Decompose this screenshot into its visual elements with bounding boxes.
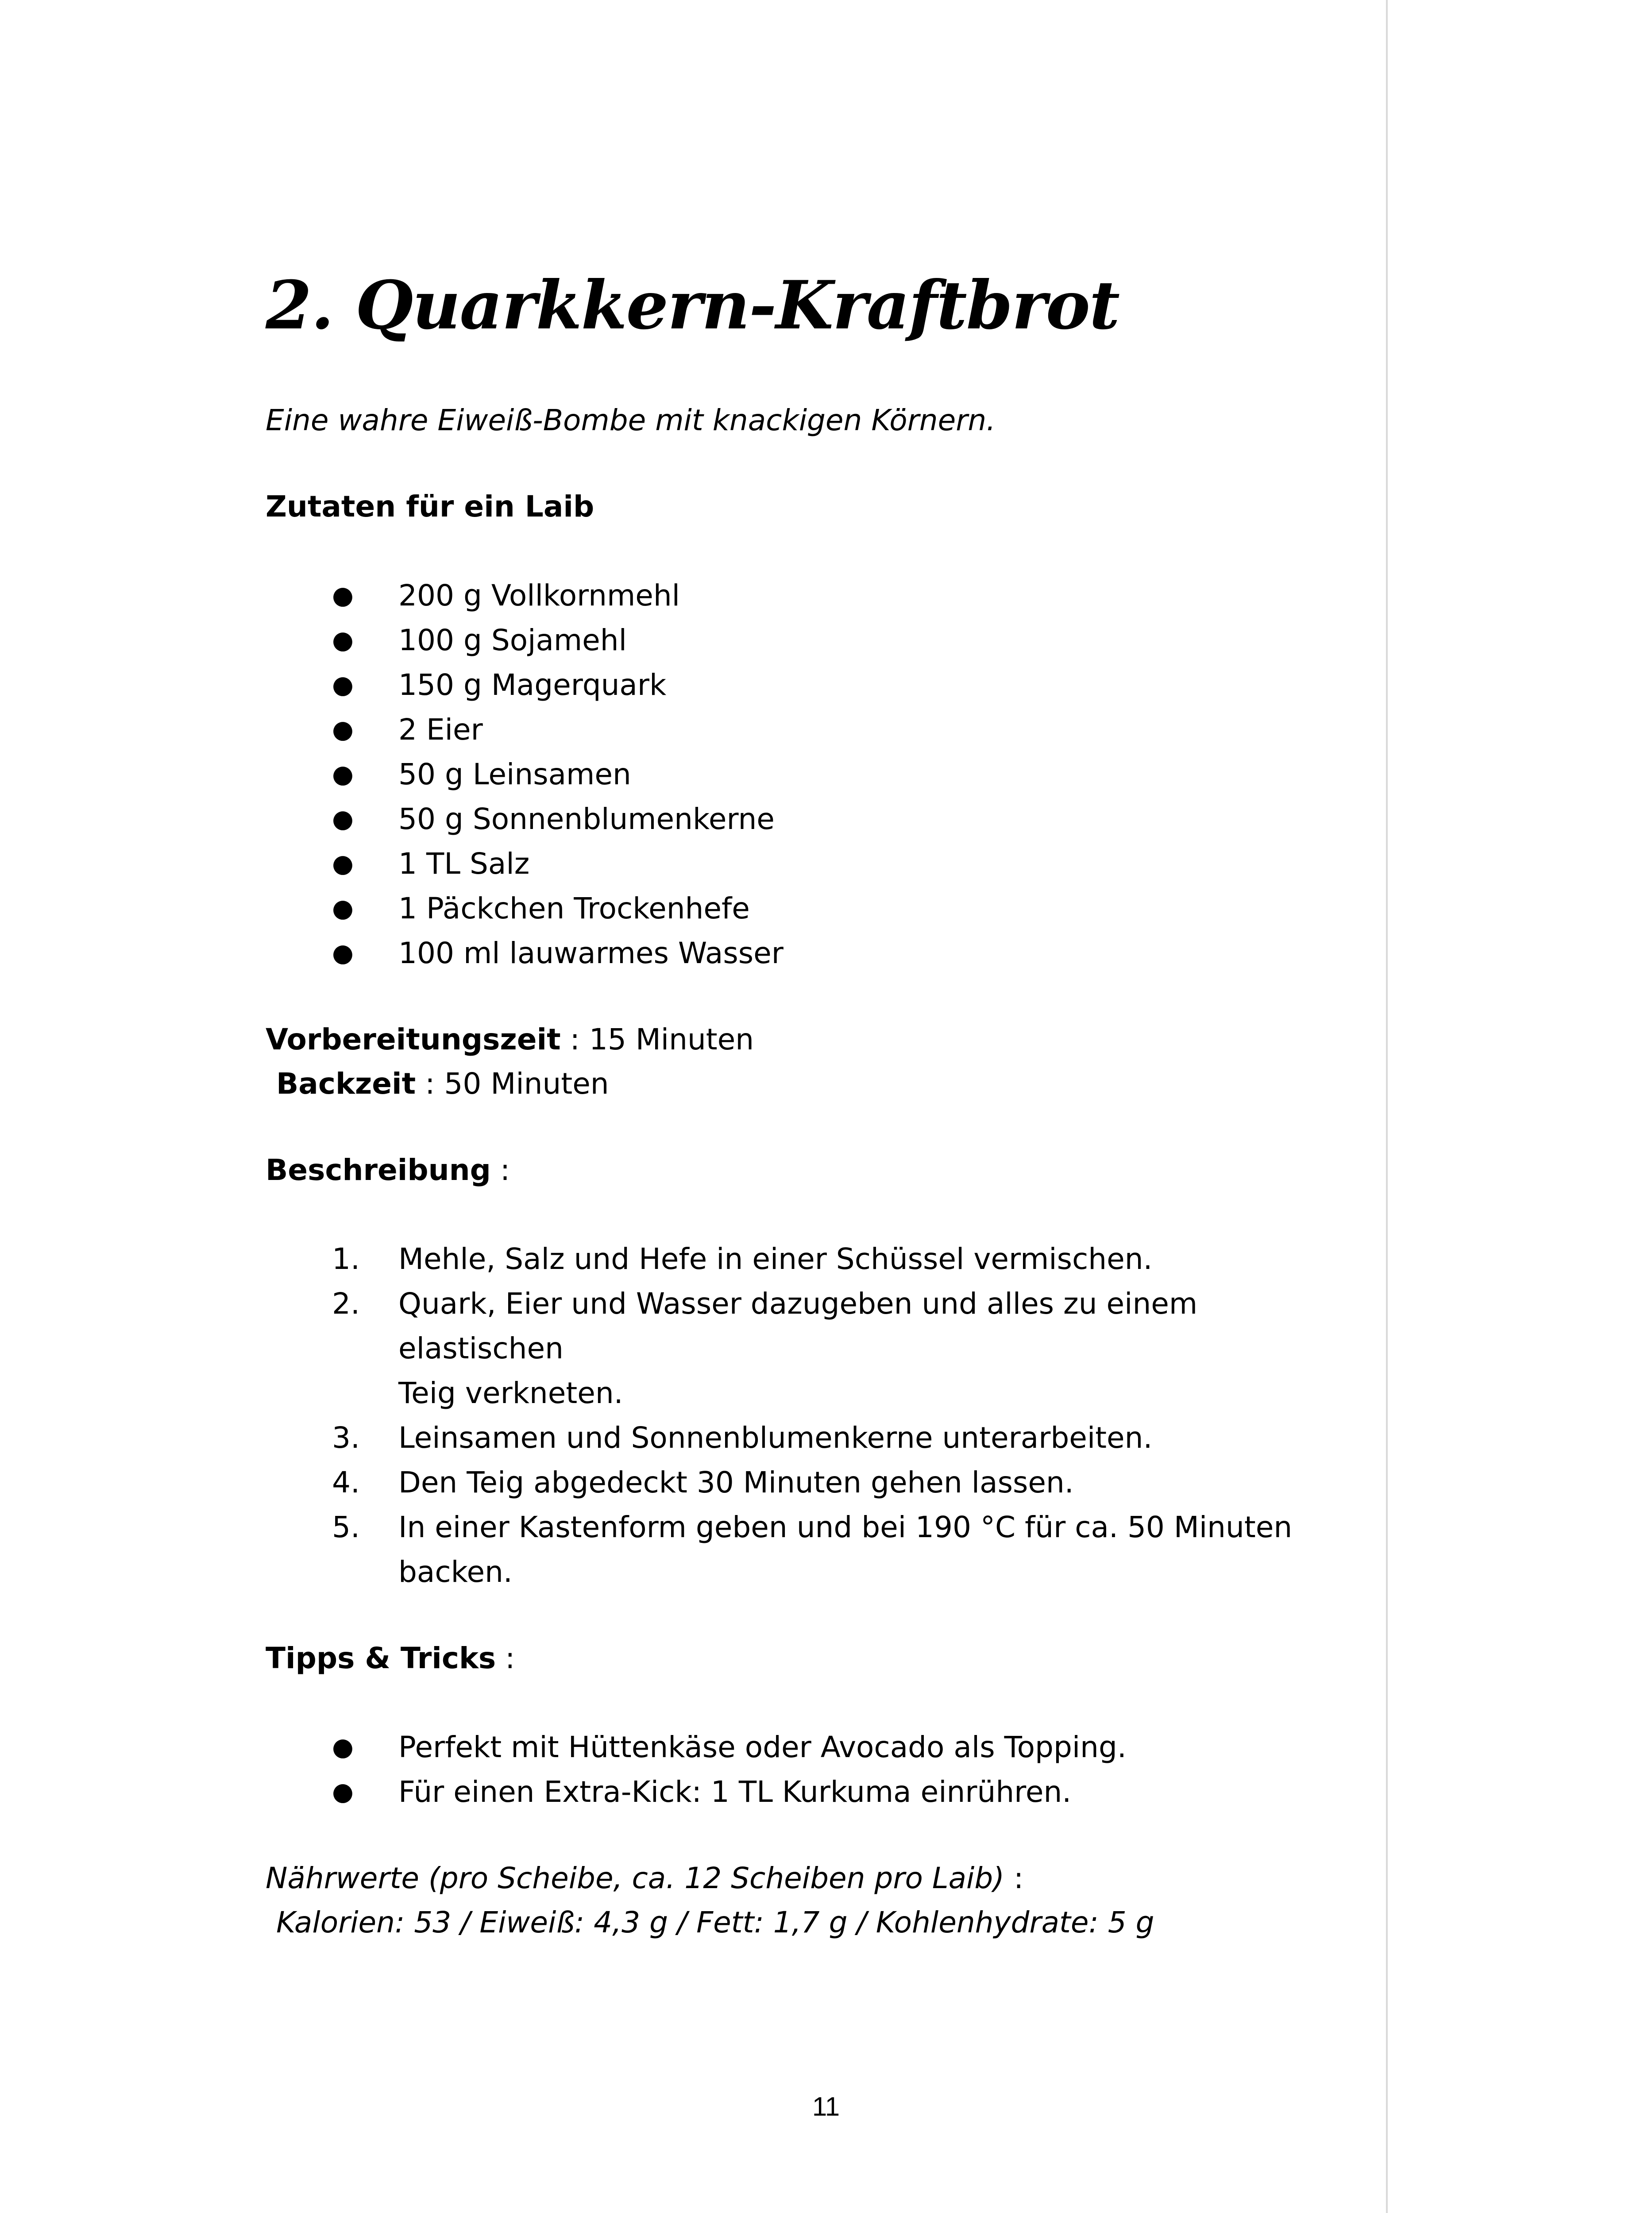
bullet-icon: ● [332,715,354,744]
step-text: Quark, Eier und Wasser dazugeben und alles zu einem elastischen [398,1287,1198,1365]
ingredient-text: 1 Päckchen Trockenhefe [398,891,750,925]
list-item [266,1237,1363,1281]
tips-heading-text: Tipps & Tricks [266,1641,496,1675]
nutrition-label-row [266,1856,1363,1901]
bullet-icon: ● [332,1733,354,1762]
page-number: 11 [812,2092,840,2121]
step-number: 3. [332,1421,360,1455]
list-item [266,1725,1363,1770]
prep-time-value: : 15 Minuten [560,1022,754,1056]
list-item [266,618,1363,663]
tips-heading-colon: : [496,1641,515,1675]
list-item [266,797,1363,841]
bullet-icon: ● [332,626,354,655]
bullet-icon: ● [332,581,354,610]
bullet-icon: ● [332,939,354,968]
ingredient-text: 100 ml lauwarmes Wasser [398,936,784,970]
recipe-subtitle: Eine wahre Eiweiß-Bombe mit knackigen Körnern. [266,403,996,437]
ingredient-text: 150 g Magerquark [398,668,667,702]
step-text-continued: backen. [398,1555,513,1589]
list-item [266,1281,1363,1415]
recipe-title: 2. Quarkkern-Kraftbrot [266,266,1119,344]
nutrition-values: Kalorien: 53 / Eiweiß: 4,3 g / Fett: 1,7 g / Kohlenhydrate: 5 g [276,1905,1154,1939]
list-item [266,663,1363,707]
step-text-continued: Teig verkneten. [398,1376,623,1410]
list-item [266,931,1363,975]
list-item [266,707,1363,752]
list-item [266,886,1363,931]
list-item [266,752,1363,797]
ingredient-text: 50 g Leinsamen [398,757,631,791]
list-item [266,1770,1363,1814]
ingredient-text: 50 g Sonnenblumenkerne [398,802,775,836]
list-item [266,841,1363,886]
ingredients-heading [266,485,1363,529]
bake-time-value: : 50 Minuten [416,1067,609,1101]
description-heading [266,1148,1363,1192]
bake-time-label: Backzeit [276,1067,416,1101]
description-heading-colon: : [490,1153,510,1187]
ingredient-text: 2 Eier [398,713,483,747]
bullet-icon: ● [332,849,354,878]
tips-heading [266,1636,1363,1681]
bullet-icon: ● [332,1777,354,1806]
nutrition-label: Nährwerte (pro Scheibe, ca. 12 Scheiben pro Laib) [266,1861,1005,1895]
list-item [266,573,1363,618]
bullet-icon: ● [332,671,354,699]
list-item [266,1505,1363,1594]
tips-list [266,1725,1363,1814]
ingredient-text: 1 TL Salz [398,847,530,881]
steps-list [266,1237,1363,1594]
tip-text: Perfekt mit Hüttenkäse oder Avocado als Topping. [398,1730,1127,1764]
ingredients-heading-text: Zutaten für ein Laib [266,490,594,524]
description-heading-text: Beschreibung [266,1153,491,1187]
ingredient-text: 200 g Vollkornmehl [398,578,680,613]
prep-time-row [266,1018,1363,1062]
bullet-icon: ● [332,894,354,923]
ingredient-text: 100 g Sojamehl [398,623,627,657]
step-number: 1. [332,1242,360,1276]
bullet-icon: ● [332,805,354,833]
time-info [266,1018,1363,1106]
list-item [266,1415,1363,1460]
bullet-icon: ● [332,760,354,789]
step-text: Den Teig abgedeckt 30 Minuten gehen lassen. [398,1465,1074,1500]
page-edge-divider [1386,0,1388,2213]
prep-time-label: Vorbereitungszeit [266,1022,561,1056]
step-number: 2. [332,1287,360,1321]
step-number: 5. [332,1510,360,1544]
step-text: Mehle, Salz und Hefe in einer Schüssel vermischen. [398,1242,1153,1276]
nutrition-info [266,1856,1363,1945]
tip-text: Für einen Extra-Kick: 1 TL Kurkuma einrühren. [398,1775,1072,1809]
bake-time-row [266,1062,1363,1106]
list-item [266,1460,1363,1505]
step-text: Leinsamen und Sonnenblumenkerne unterarbeiten. [398,1421,1153,1455]
recipe-content [266,261,1363,1945]
step-text: In einer Kastenform geben und bei 190 °C für ca. 50 Minuten [398,1510,1293,1544]
nutrition-colon: : [1004,1861,1024,1895]
step-number: 4. [332,1465,360,1500]
ingredients-list [266,573,1363,975]
